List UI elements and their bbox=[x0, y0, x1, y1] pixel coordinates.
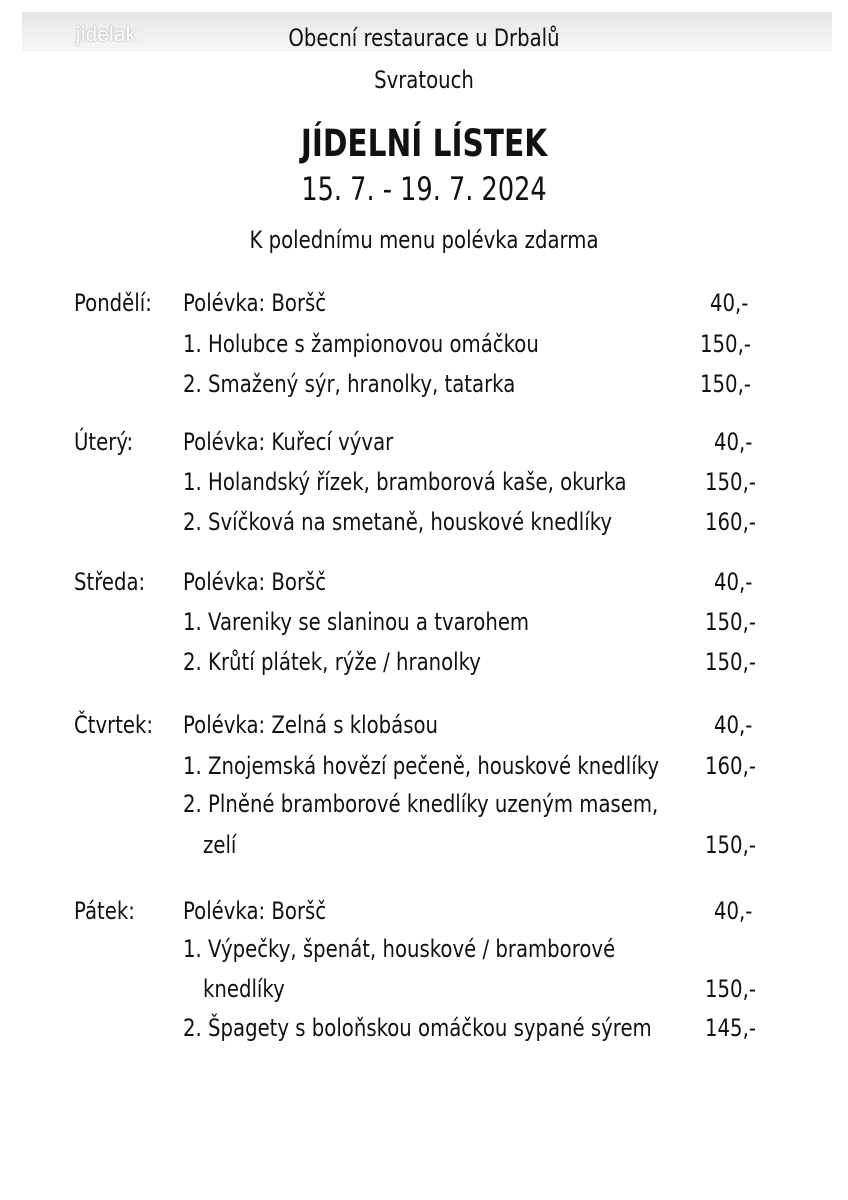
friday-meal-1: 1. Výpečky, špenát, houskové / bramborové bbox=[183, 935, 616, 963]
thursday-meal-2-price: 150,- bbox=[705, 831, 756, 859]
friday-soup-price: 40,- bbox=[714, 897, 753, 925]
watermark-label: jidelak bbox=[76, 24, 137, 46]
menu-title: JÍDELNÍ LÍSTEK bbox=[300, 122, 548, 165]
thursday-soup-price: 40,- bbox=[714, 711, 753, 739]
monday-meal-2-price: 150,- bbox=[700, 370, 751, 398]
wednesday-soup: Polévka: Boršč bbox=[183, 568, 327, 596]
menu-note: K polednímu menu polévka zdarma bbox=[249, 226, 599, 254]
day-label-tuesday: Úterý: bbox=[74, 428, 134, 456]
thursday-meal-2-continuation: zelí bbox=[203, 831, 237, 859]
monday-soup: Polévka: Boršč bbox=[183, 289, 327, 317]
day-label-monday: Pondělí: bbox=[74, 289, 152, 317]
tuesday-soup: Polévka: Kuřecí vývar bbox=[183, 428, 394, 456]
thursday-meal-1-price: 160,- bbox=[705, 752, 756, 780]
tuesday-meal-2-price: 160,- bbox=[705, 508, 756, 536]
thursday-meal-1: 1. Znojemská hovězí pečeně, houskové knedlíky bbox=[183, 752, 660, 780]
tuesday-meal-1-price: 150,- bbox=[705, 468, 756, 496]
friday-soup: Polévka: Boršč bbox=[183, 897, 327, 925]
monday-meal-1: 1. Holubce s žampionovou omáčkou bbox=[183, 330, 539, 358]
day-label-wednesday: Středa: bbox=[74, 568, 146, 596]
town-name: Svratouch bbox=[374, 66, 474, 94]
tuesday-meal-2: 2. Svíčková na smetaně, houskové knedlíky bbox=[183, 508, 613, 536]
friday-meal-1-price: 150,- bbox=[705, 975, 756, 1003]
tuesday-soup-price: 40,- bbox=[714, 428, 753, 456]
tuesday-meal-1: 1. Holandský řízek, bramborová kaše, okurka bbox=[183, 468, 627, 496]
restaurant-name: Obecní restaurace u Drbalů bbox=[288, 24, 560, 52]
friday-meal-2-price: 145,- bbox=[705, 1014, 756, 1042]
wednesday-meal-1-price: 150,- bbox=[705, 608, 756, 636]
monday-meal-2: 2. Smažený sýr, hranolky, tatarka bbox=[183, 370, 516, 398]
thursday-soup: Polévka: Zelná s klobásou bbox=[183, 711, 439, 739]
menu-dates: 15. 7. - 19. 7. 2024 bbox=[301, 170, 547, 208]
wednesday-meal-1: 1. Vareniky se slaninou a tvarohem bbox=[183, 608, 530, 636]
wednesday-meal-2-price: 150,- bbox=[705, 648, 756, 676]
day-label-thursday: Čtvrtek: bbox=[74, 711, 154, 739]
monday-meal-1-price: 150,- bbox=[700, 330, 751, 358]
day-label-friday: Pátek: bbox=[74, 897, 135, 925]
friday-meal-2: 2. Špagety s boloňskou omáčkou sypané sýrem bbox=[183, 1014, 652, 1042]
friday-meal-1-continuation: knedlíky bbox=[203, 975, 285, 1003]
wednesday-meal-2: 2. Krůtí plátek, rýže / hranolky bbox=[183, 648, 481, 676]
wednesday-soup-price: 40,- bbox=[714, 568, 753, 596]
thursday-meal-2: 2. Plněné bramborové knedlíky uzeným masem, bbox=[183, 790, 659, 818]
monday-soup-price: 40,- bbox=[710, 289, 749, 317]
